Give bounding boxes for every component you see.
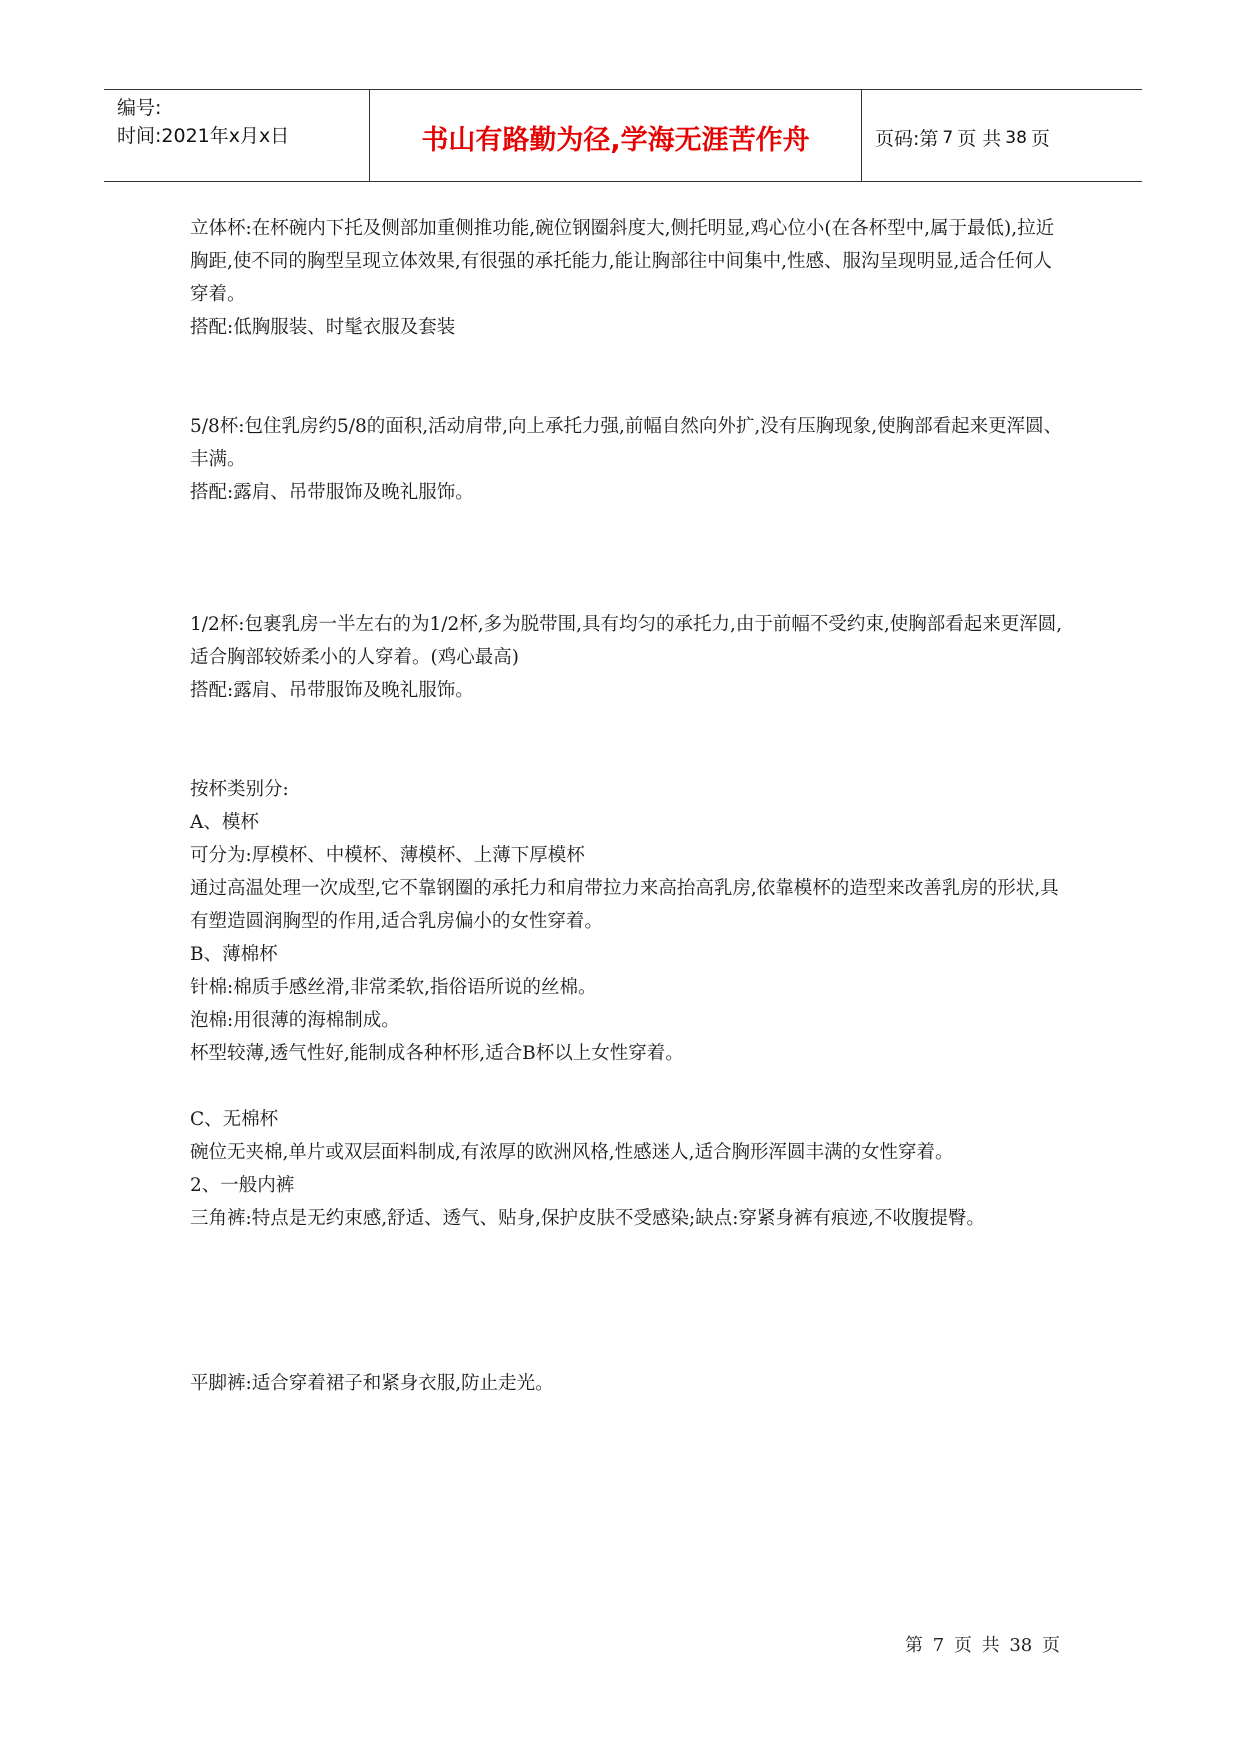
heading-general-underwear: 2、一般内裤 bbox=[190, 1175, 295, 1196]
page-prefix: 页码:第 bbox=[875, 128, 939, 150]
paragraph-boxers: 平脚裤:适合穿着裙子和紧身衣服,防止走光。 bbox=[190, 1373, 554, 1394]
document-body bbox=[190, 212, 1070, 1400]
paragraph-molded-desc: 通过高温处理一次成型,它不靠钢圈的承托力和肩带拉力来高抬高乳房,依靠模杯的造型来改善乳房的形状,具有塑造圆润胸型的作用,适合乳房偏小的女性穿着。 bbox=[190, 878, 1059, 932]
paragraph-cup-category: 按杯类别分: bbox=[190, 779, 289, 800]
paragraph-no-cotton-desc: 碗位无夹棉,单片或双层面料制成,有浓厚的欧洲风格,性感迷人,适合胸形浑圆丰满的女性穿着。 bbox=[190, 1142, 954, 1163]
paragraph-3d-cup: 立体杯:在杯碗内下托及侧部加重侧推功能,碗位钢圈斜度大,侧托明显,鸡心位小(在各杯型中,属于最低),拉近胸距,使不同的胸型呈现立体效果,有很强的承托能力,能让胸部往中间集中,性感、服沟呈现明显,适合任何人穿着。 bbox=[190, 218, 1055, 305]
heading-molded-cup: A、模杯 bbox=[190, 812, 259, 833]
heading-thin-cotton-cup: B、薄棉杯 bbox=[190, 944, 278, 965]
header-page-indicator bbox=[862, 90, 1142, 181]
paragraph-needle-cotton: 针棉:棉质手感丝滑,非常柔软,指俗语所说的丝棉。 bbox=[190, 977, 597, 998]
page-mid: 页 共 bbox=[957, 128, 1002, 150]
paragraph-foam: 泡棉:用很薄的海棉制成。 bbox=[190, 1010, 400, 1031]
page-suffix: 页 bbox=[1030, 128, 1050, 150]
page-footer: 第 7 页 共 38 页 bbox=[905, 1635, 1060, 1656]
paragraph-briefs: 三角裤:特点是无约束感,舒适、透气、贴身,保护皮肤不受感染;缺点:穿紧身裤有痕迹,不收腹提臀。 bbox=[190, 1208, 985, 1229]
paragraph-5-8-cup: 5/8杯:包住乳房约5/8的面积,活动肩带,向上承托力强,前幅自然向外扩,没有压胸现象,使胸部看起来更浑圆、丰满。 bbox=[190, 416, 1063, 470]
page-total: 38 bbox=[1005, 127, 1027, 148]
paragraph-3d-cup-match: 搭配:低胸服装、时髦衣服及套装 bbox=[190, 317, 456, 338]
header-motto: 书山有路勤为径,学海无涯苦作舟 bbox=[370, 90, 862, 181]
paragraph-molded-types: 可分为:厚模杯、中模杯、薄模杯、上薄下厚模杯 bbox=[190, 845, 585, 866]
paragraph-half-cup: 1/2杯:包裹乳房一半左右的为1/2杯,多为脱带围,具有均匀的承托力,由于前幅不受约束,使胸部看起来更浑圆,适合胸部较娇柔小的人穿着。(鸡心最高) bbox=[190, 614, 1063, 668]
time-label: 时间:2021年x月x日 bbox=[117, 125, 290, 147]
header-meta bbox=[104, 90, 370, 181]
document-header bbox=[104, 89, 1142, 182]
paragraph-5-8-cup-match: 搭配:露肩、吊带服饰及晚礼服饰。 bbox=[190, 482, 474, 503]
heading-no-cotton-cup: C、无棉杯 bbox=[190, 1109, 279, 1130]
serial-label: 编号: bbox=[117, 97, 162, 119]
paragraph-thin-cup-desc: 杯型较薄,透气性好,能制成各种杯形,适合B杯以上女性穿着。 bbox=[190, 1043, 684, 1064]
paragraph-half-cup-match: 搭配:露肩、吊带服饰及晚礼服饰。 bbox=[190, 680, 474, 701]
page-number: 7 bbox=[942, 127, 954, 148]
